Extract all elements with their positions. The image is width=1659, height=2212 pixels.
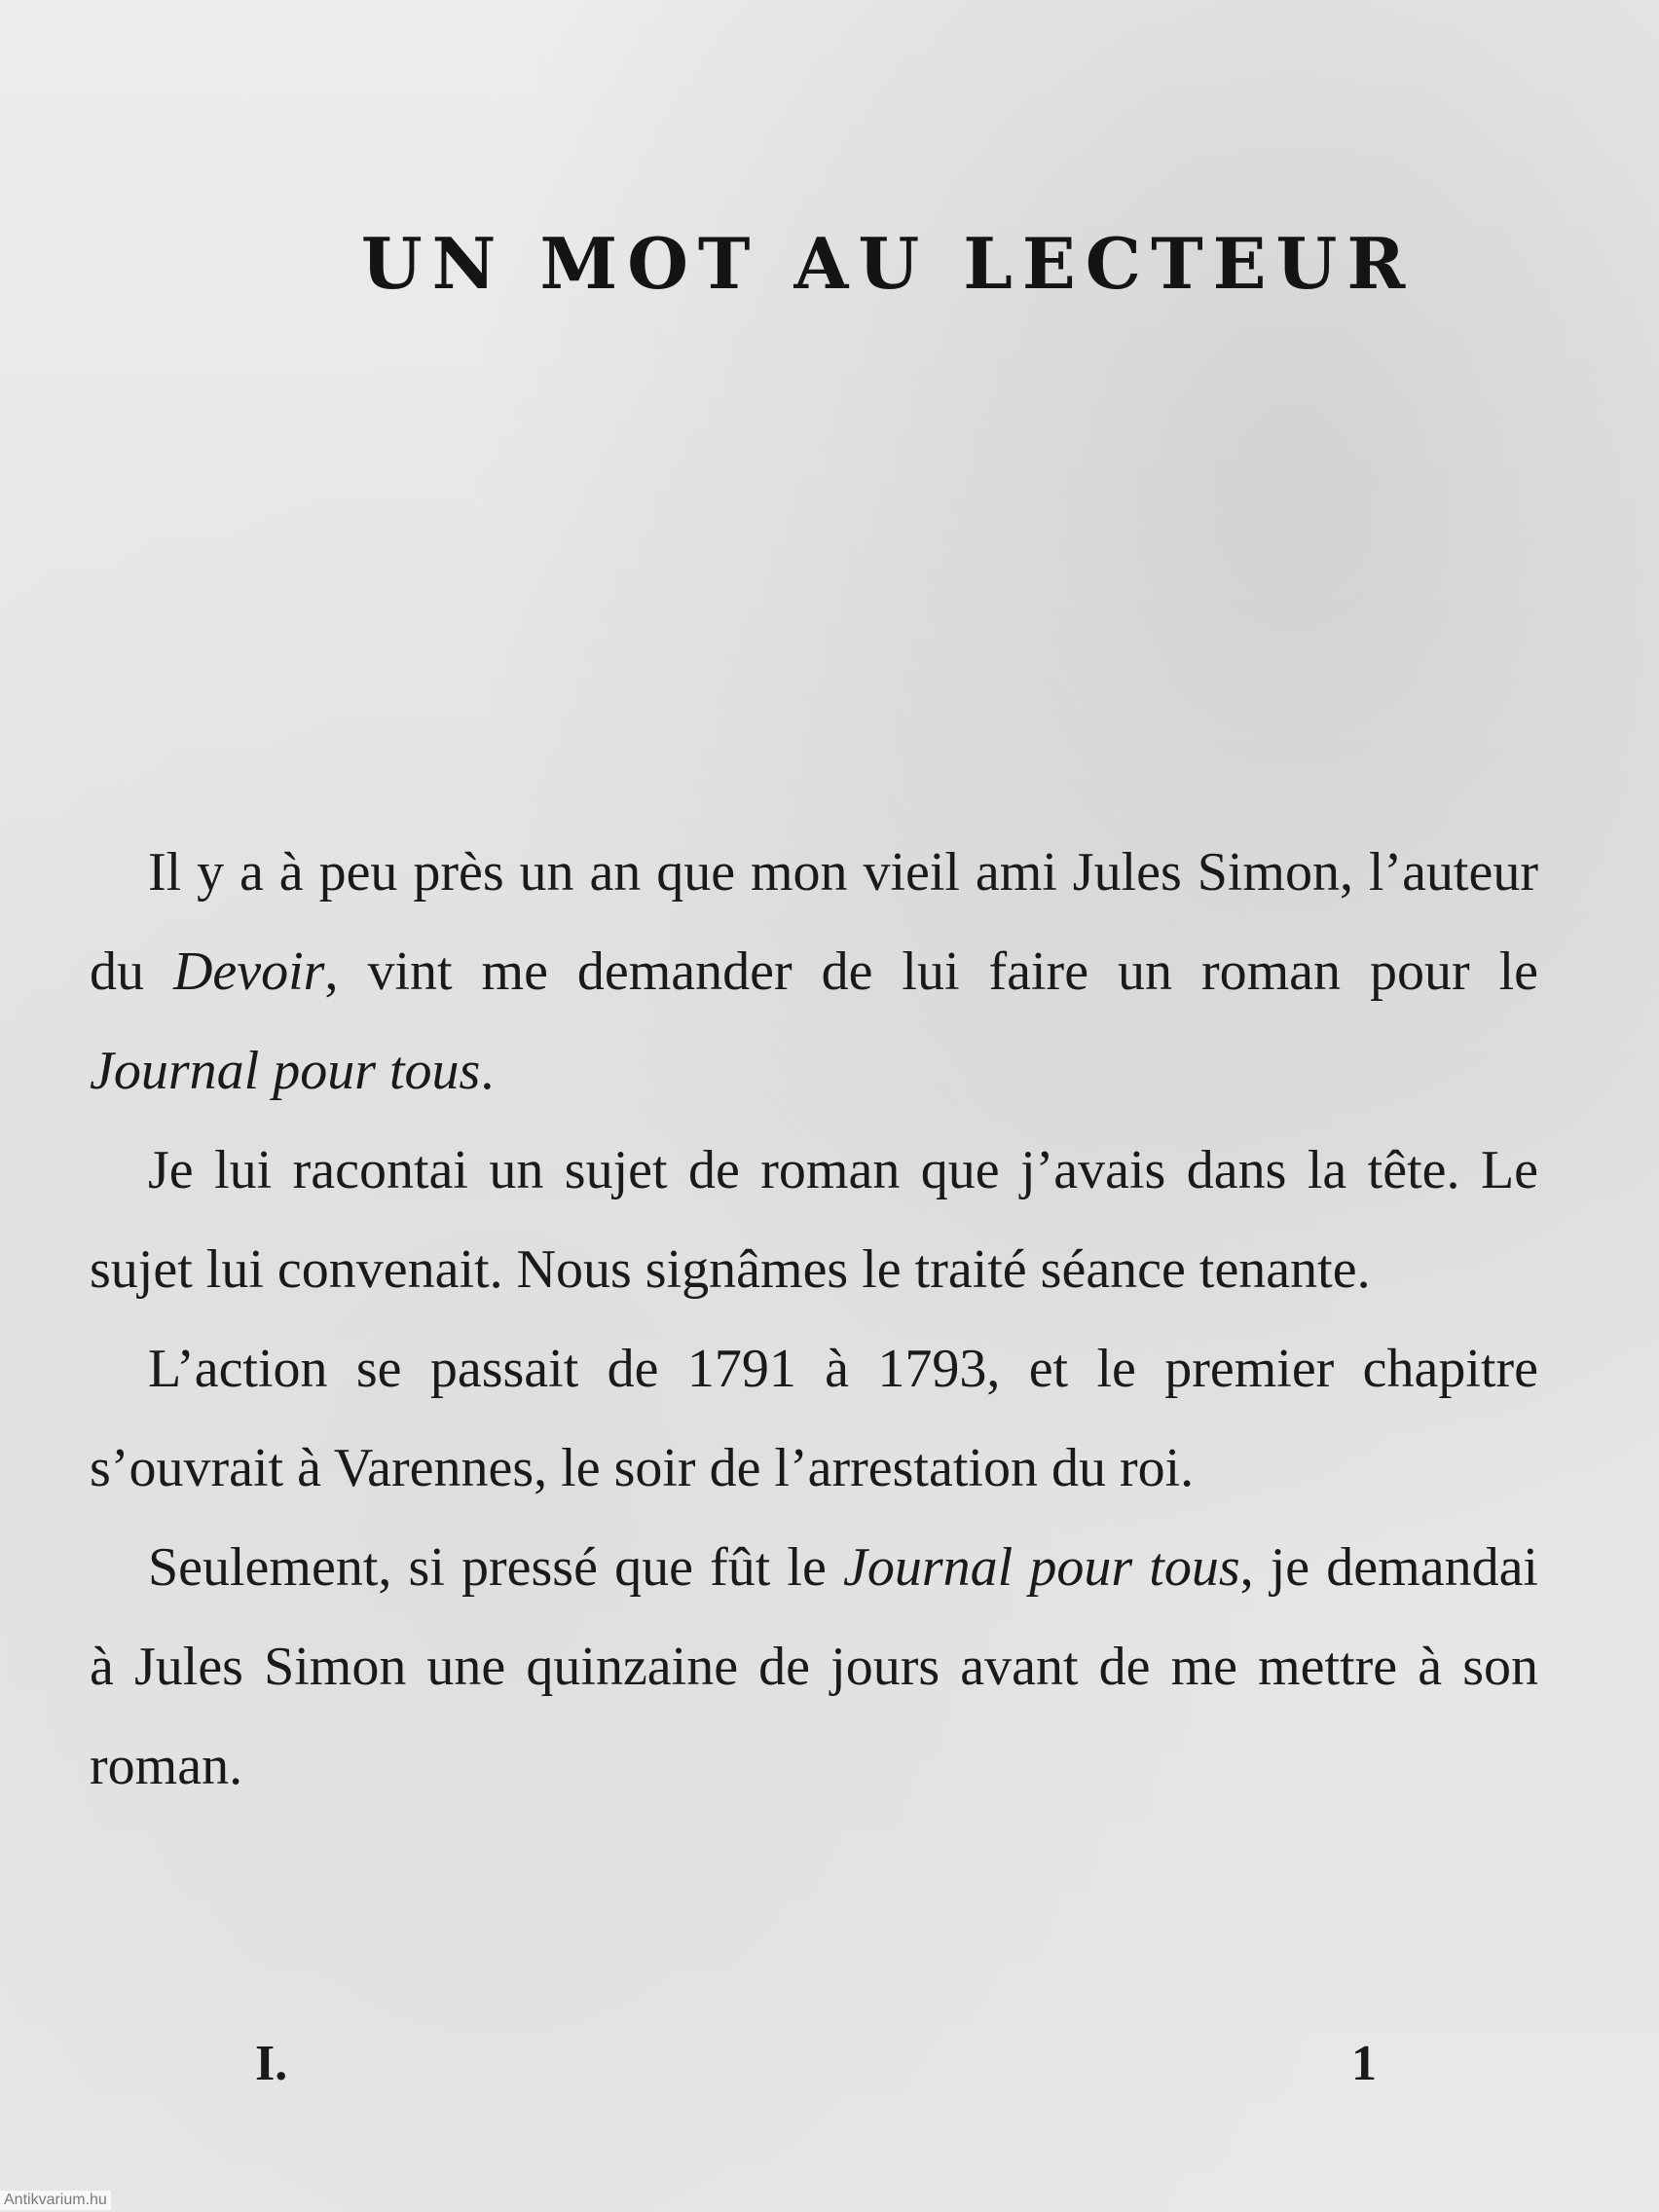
paragraph-4-text-a: Seulement, si pressé que fût le — [148, 1537, 843, 1598]
watermark: Antikvarium.hu — [0, 2191, 111, 2210]
paragraph-1-italic-journal: Journal pour tous — [90, 1041, 481, 1101]
body-text — [90, 823, 1538, 1816]
paragraph-1-text-e: . — [480, 1041, 495, 1101]
paragraph-4 — [90, 1518, 1538, 1816]
paragraph-3: L’action se passait de 1791 à 1793, et le premier chapitre s’ouvrait à Varennes, le soir de l’arrestation du roi. — [90, 1339, 1538, 1498]
paragraph-2: Je lui racontai un sujet de roman que j’avais dans la tête. Le sujet lui convenait. Nous signâmes le traité séance tenante. — [90, 1140, 1538, 1300]
signature-mark: I. — [255, 2036, 288, 2091]
paragraph-4-italic-journal: Journal pour tous — [842, 1537, 1240, 1598]
page-title: UN MOT AU LECTEUR — [360, 222, 1416, 305]
paragraph-1-text-c: , vint me demander de lui faire un roman pour le — [324, 941, 1539, 1002]
page-number: 1 — [1351, 2036, 1377, 2091]
paragraph-1-italic-devoir: Devoir — [172, 941, 325, 1002]
paragraph-4-text-c: , je demandai à Jules Simon une quinzaine de jours avant de me mettre à son roman. — [90, 1537, 1538, 1796]
paragraph-1-text-a: Il y a à peu près un an que mon vieil ami Jules Simon, l’auteur du — [90, 842, 1538, 1002]
paragraph-1 — [90, 823, 1538, 1121]
